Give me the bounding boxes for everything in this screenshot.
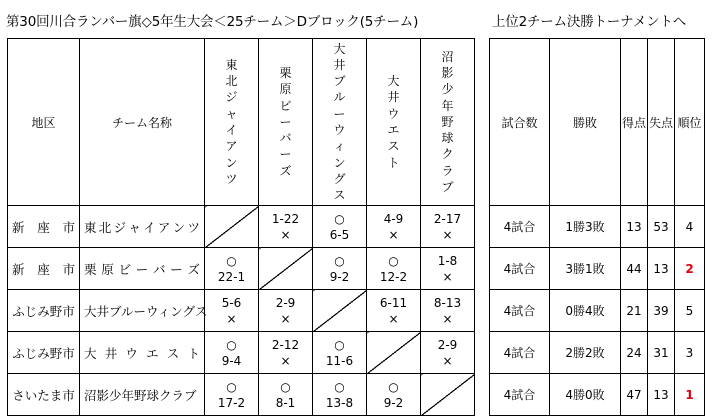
points-against-cell: 13: [648, 374, 675, 416]
match-result-bottom: 13-8: [325, 395, 354, 410]
match-result-cell: [367, 374, 421, 416]
district-text: [8, 260, 79, 278]
match-result-bottom: 8-1: [275, 395, 296, 410]
district-char: ふじみ野市: [12, 303, 75, 319]
team-name-cell: [80, 290, 208, 332]
team-row: [8, 374, 475, 416]
match-result-bottom: 9-2: [383, 395, 404, 410]
match-result-cell: [205, 248, 259, 290]
match-result-bottom: ×: [442, 227, 453, 242]
team-row: [8, 332, 475, 374]
match-result-top: ○: [334, 337, 345, 352]
match-result-cell: [259, 332, 313, 374]
page-title: 第30回川合ランバー旗◇5年生大会＜25チーム＞Dブロック(5チーム): [6, 14, 419, 30]
self-match-cell: [367, 332, 421, 374]
match-result-top: 4-9: [383, 211, 404, 226]
match-result-bottom: 17-2: [217, 395, 246, 410]
district-text: [8, 218, 79, 236]
match-result-bottom: ×: [388, 227, 399, 242]
opponent-name: 栗原ビーバーズ: [279, 65, 292, 178]
win-loss-cell: 0勝4敗: [550, 290, 621, 332]
match-result-bottom: ×: [442, 269, 453, 284]
team-name-char: 井: [104, 345, 118, 361]
district-char: ふじみ野市: [12, 345, 75, 361]
team-name-cell: [80, 374, 205, 416]
match-result-bottom: ×: [280, 353, 291, 368]
team-row: [8, 248, 475, 290]
team-name-char: 東: [84, 219, 97, 235]
match-result-cell: [259, 374, 313, 416]
match-result-cell: [421, 290, 475, 332]
self-match-cell: [421, 374, 475, 416]
results-table: [7, 38, 475, 416]
match-result-bottom: 12-2: [379, 269, 408, 284]
district-text: [8, 344, 79, 362]
team-name-char: 沼影少年野球クラブ: [84, 387, 197, 403]
district-char: 新: [12, 261, 25, 277]
win-loss-cell: 1勝3敗: [550, 206, 621, 248]
match-result-bottom: 11-6: [325, 353, 354, 368]
match-result-top: 2-17: [433, 211, 462, 226]
match-result-cell: [367, 206, 421, 248]
points-against-cell: 39: [648, 290, 675, 332]
opponent-header: [367, 39, 421, 206]
match-result-top: ○: [334, 253, 345, 268]
stats-table: [489, 38, 705, 416]
team-name-char: ズ: [187, 261, 200, 277]
points-for-cell: 24: [621, 332, 648, 374]
team-name-char: ジ: [113, 219, 127, 235]
district-cell: [8, 206, 80, 248]
points-against-header: 失点: [648, 39, 675, 206]
stats-row: [490, 248, 705, 290]
rank-header: 順位: [675, 39, 705, 206]
match-result-top: ○: [226, 379, 237, 394]
match-result-cell: [421, 248, 475, 290]
team-name-char: ン: [172, 219, 186, 235]
team-name-char: 原: [101, 261, 114, 277]
match-result-top: ○: [280, 379, 291, 394]
page-subtitle: 上位2チーム決勝トーナメントへ: [492, 14, 687, 30]
team-name-char: ー: [170, 261, 183, 277]
stats-row: [490, 206, 705, 248]
match-result-bottom: 22-1: [217, 269, 246, 284]
match-result-bottom: ×: [442, 311, 453, 326]
match-result-cell: [421, 332, 475, 374]
match-result-top: ○: [226, 253, 237, 268]
match-result-top: 5-6: [221, 295, 242, 310]
team-name: [80, 386, 204, 404]
district-char: 市: [62, 219, 75, 235]
win-loss-cell: 3勝1敗: [550, 248, 621, 290]
match-result-top: 2-12: [271, 337, 300, 352]
team-name-cell: [80, 248, 205, 290]
team-name-cell: [80, 332, 205, 374]
opponent-name: 東北ジャイアンツ: [225, 57, 238, 186]
match-result-cell: [205, 374, 259, 416]
match-result-bottom: ×: [388, 311, 399, 326]
match-result-top: 1-22: [271, 211, 300, 226]
match-result-top: ○: [388, 253, 399, 268]
match-result-bottom: ×: [280, 311, 291, 326]
opponent-header: [205, 39, 259, 206]
points-against-cell: 31: [648, 332, 675, 374]
stats-row: [490, 332, 705, 374]
team-name-header: チーム名称: [80, 39, 205, 206]
points-for-cell: 44: [621, 248, 648, 290]
team-row: [8, 206, 475, 248]
match-result-cell: [367, 290, 421, 332]
match-result-bottom: ×: [280, 227, 291, 242]
match-result-top: 1-8: [437, 253, 458, 268]
district-cell: [8, 290, 80, 332]
match-result-top: 2-9: [275, 295, 296, 310]
team-name: [80, 344, 204, 362]
team-name-char: 栗: [84, 261, 97, 277]
district-char: 座: [37, 219, 50, 235]
match-result-top: 8-13: [433, 295, 462, 310]
team-name-char: 大: [84, 345, 97, 361]
stats-header-row: [490, 39, 705, 206]
points-for-cell: 21: [621, 290, 648, 332]
team-name-char: イ: [143, 219, 156, 235]
team-name-char: 大井ブルーウィングス: [84, 303, 208, 319]
district-text: [8, 302, 79, 320]
match-result-cell: [313, 332, 367, 374]
rank-cell: 1: [675, 374, 705, 416]
match-result-top: ○: [334, 379, 345, 394]
match-result-cell: [205, 332, 259, 374]
match-result-bottom: ×: [442, 353, 453, 368]
match-result-cell: [259, 206, 313, 248]
opponent-name: 大井ブルーウィングス: [333, 41, 346, 203]
district-cell: [8, 332, 80, 374]
match-result-cell: [205, 290, 259, 332]
district-char: 市: [62, 261, 75, 277]
match-result-cell: [313, 206, 367, 248]
team-name-char: ア: [157, 219, 171, 235]
self-match-cell: [205, 206, 259, 248]
team-name-char: ツ: [187, 219, 200, 235]
district-header: 地区: [8, 39, 80, 206]
match-result-top: ○: [226, 337, 237, 352]
team-name: [80, 302, 208, 320]
match-result-top: ○: [334, 211, 345, 226]
games-cell: 4試合: [490, 290, 550, 332]
win-loss-header: 勝敗: [550, 39, 621, 206]
games-cell: 4試合: [490, 332, 550, 374]
district-text: [8, 386, 79, 404]
opponent-header: [259, 39, 313, 206]
match-result-cell: [313, 374, 367, 416]
games-cell: 4試合: [490, 374, 550, 416]
match-result-cell: [421, 206, 475, 248]
team-name-cell: [80, 206, 205, 248]
self-match-cell: [259, 248, 313, 290]
match-result-top: 6-11: [379, 295, 408, 310]
match-result-cell: [313, 248, 367, 290]
team-name-char: ウ: [125, 345, 138, 361]
match-result-bottom: ×: [226, 311, 237, 326]
team-name-char: ス: [166, 345, 180, 361]
district-cell: [8, 374, 80, 416]
team-name-char: ビ: [118, 261, 131, 277]
points-for-cell: 47: [621, 374, 648, 416]
rank-cell: 2: [675, 248, 705, 290]
opponent-name: 大井ウエスト: [387, 74, 400, 170]
district-char: 座: [37, 261, 50, 277]
team-row: [8, 290, 475, 332]
stats-row: [490, 290, 705, 332]
district-char: さいたま市: [12, 387, 75, 403]
header-row: [8, 39, 475, 206]
games-cell: 4試合: [490, 248, 550, 290]
opponent-header: [421, 39, 475, 206]
match-result-bottom: 6-5: [329, 227, 350, 242]
points-for-cell: 13: [621, 206, 648, 248]
team-name-char: エ: [146, 345, 159, 361]
team-name-char: ト: [187, 345, 200, 361]
match-result-bottom: 9-4: [221, 353, 242, 368]
self-match-cell: [313, 290, 367, 332]
points-for-header: 得点: [621, 39, 648, 206]
opponent-name: 沼影少年野球クラブ: [441, 49, 454, 195]
points-against-cell: 13: [648, 248, 675, 290]
win-loss-cell: 2勝2敗: [550, 332, 621, 374]
win-loss-cell: 4勝0敗: [550, 374, 621, 416]
rank-cell: 5: [675, 290, 705, 332]
games-cell: 4試合: [490, 206, 550, 248]
match-result-cell: [367, 248, 421, 290]
match-result-bottom: 9-2: [329, 269, 350, 284]
team-name-char: 北: [98, 219, 112, 235]
games-header: 試合数: [490, 39, 550, 206]
team-name: [80, 218, 204, 236]
district-cell: [8, 248, 80, 290]
rank-cell: 3: [675, 332, 705, 374]
team-name-char: バ: [152, 261, 166, 277]
team-name-char: ャ: [128, 219, 141, 235]
stats-row: [490, 374, 705, 416]
match-result-top: 2-9: [437, 337, 458, 352]
district-char: 新: [12, 219, 25, 235]
team-name-char: ー: [135, 261, 149, 277]
team-name: [80, 260, 204, 278]
rank-cell: 4: [675, 206, 705, 248]
match-result-top: ○: [388, 379, 399, 394]
opponent-header: [313, 39, 367, 206]
match-result-cell: [259, 290, 313, 332]
points-against-cell: 53: [648, 206, 675, 248]
